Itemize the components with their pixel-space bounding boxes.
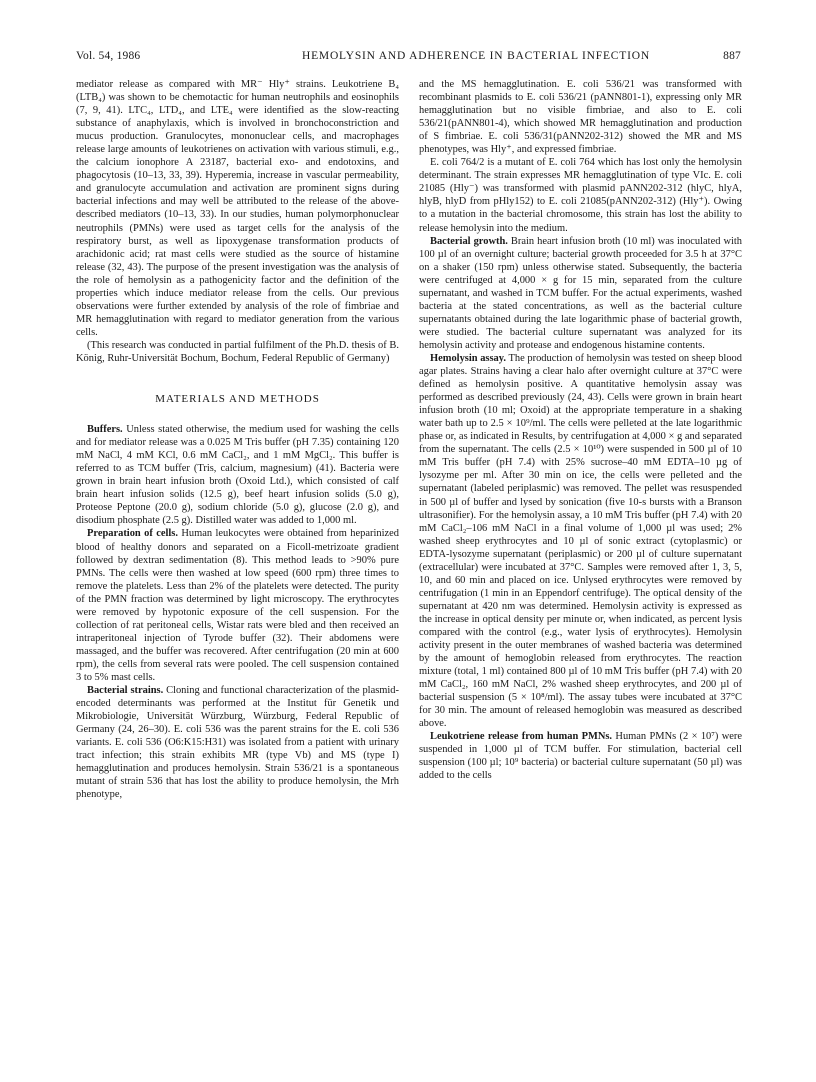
paragraph-bacterial-growth (419, 235, 742, 352)
running-title: HEMOLYSIN AND ADHERENCE IN BACTERIAL INFECTION (302, 50, 650, 62)
run-in-heading-leukotriene: Leukotriene release from human PMNs. (430, 731, 613, 743)
paragraph-strains-text: Cloning and functional characterization of the plasmid-encoded determinants was performed at the Institut für Genetik und Mikrobiologie, Universität Würzburg, Würzburg, Federal Republic of Germany (24, 26–30). E. coli 536 was the parent strains for the E. coli 536 variants. E. coli 536 (O6:K15:H31) was isolated from a patient with urinary tract infection; this strain exhibits MR (type Vb) and MS (type I) hemagglutination and produces hemolysin. Strain 536/21 is a spontaneous mutant of strain 536 that has lost the ability to produce hemolysin, the Mrh phenotype, (76, 685, 399, 801)
paragraph-buffers-text: Unless stated otherwise, the medium used for washing the cells and for mediator release was a 0.025 M Tris buffer (pH 7.35) containing 120 mM NaCl, 4 mM KCl, 0.6 mM CaCl₂, and 1 mM MgCl₂. This buffer is referred to as TCM buffer (Tris, calcium, magnesium) (41). Bacteria were grown in brain heart infusion broth (Oxoid Ltd.), which consisted of calf brain heart infusion solids (12.5 g), beef heart infusion solids (5.0 g), Proteose Peptone (20.0 g), sodium chloride (5.0 g), glucose (2.0 g), and disodium phosphate (2.5 g). Distilled water was added to 1,000 ml. (76, 424, 399, 527)
paragraph-leukotriene-release (419, 730, 742, 782)
paragraph-leukotriene-text: Human PMNs (2 × 10⁷) were suspended in 1,000 µl of TCM buffer. For stimulation, bacterial cell suspension (100 µl; 10⁹ bacteria) or bacterial culture supernatant (50 µl) was added to the cells (419, 731, 742, 782)
paragraph-preparation-text: Human leukocytes were obtained from heparinized blood of healthy donors and separated on a Ficoll-metrizoate gradient followed by dextran sedimentation (8). This method leads to >90% pure PMNs. The cells were then washed at low speed (600 rpm) three times to remove the platelets. Less than 2% of the platelets were detected. The purity of the PMN fraction was determined by light microscopy. The erythrocytes were removed by hypotonic exposure of the cell suspension. For the collection of rat peritoneal cells, Wistar rats were bled and then received an intraperitoneal injection of Tyrode buffer (32). Their abdomens were massaged, and the buffer was recovered. After centrifugation (20 min at 600 rpm), the cells from several rats were pooled. The cell suspension contained 3 to 5% mast cells. (76, 528, 399, 683)
paragraph-thesis-note: (This research was conducted in partial fulfilment of the Ph.D. thesis of B. König, Ruhr-Universität Bochum, Bochum, Federal Republic of Germany) (76, 339, 399, 364)
paragraph-hemolysin-assay-text: The production of hemolysin was tested on sheep blood agar plates. Strains having a clear halo after overnight culture at 37°C were defined as hemolysin positive. A quantitative hemolysin assay was performed as described previously (24, 43). Cells were grown in brain heart infusion broth (10 ml; Oxoid) at the appropriate temperature in a shaking water bath up to 2.5 × 10⁹/ml. The cells were pelleted at the late logarithmic phase or, as indicated in Results, by centrifugation at 4,000 × g and separated from the supernatant. The cells (2.5 × 10¹⁰) were suspended in 500 µl of 10 mM Tris buffer (pH 7.4) with 25% sucrose–40 mM EDTA–10 µg of lysozyme per ml. After 30 min on ice, the cells were pelleted and the supernatant (labeled periplasmic) was removed. The pellet was resuspended in 500 µl of buffer and lysed by sonication (five 10-s bursts with a Branson ultrasonifier). For the hemolysin assay, a 10 mM Tris buffer (pH 7.4) with 20 mM CaCl₂–106 mM NaCl in a final volume of 1,000 µl was used; 2% washed sheep erythrocytes and 10 µl of sonic extract (cytoplasmic) or EDTA-lysozyme supernatant (periplasmic) or 200 µl of culture supernatant (extracellular) were incubated at 37°C. Samples were removed after 1, 3, 5, 10, and 60 min and placed on ice. Unlysed erythrocytes were removed by centrifugation (1 min in an Eppendorf centrifuge). The optical density of the supernatant at 420 nm was determined. Hemolysin activity is expressed as the increase in optical density per minute or, when indicated, as percent lysis compared with the control (e.g., water lysis of erythrocytes). Hemolysin activity present in the outer membranes of washed bacteria was determined by the amount of hemoglobin released from erythrocytes. The reaction mixture (total, 1 ml) contained 800 µl of 10 mM Tris buffer (pH 7.4) with 20 mM CaCl₂, 160 mM NaCl, 2% washed sheep erythrocytes, and 200 µl of bacterial suspension (5 × 10⁸/ml). The assay tubes were incubated at 37°C for 30 min. The amount of released hemoglobin was measured as described above. (419, 352, 742, 730)
run-in-heading-strains: Bacterial strains. (87, 685, 164, 697)
page-number: 887 (723, 50, 741, 62)
left-column (76, 78, 399, 801)
paragraph-continuation: mediator release as compared with MR⁻ Hly⁺ strains. Leukotriene B₄ (LTB₄) was shown to be chemotactic for human neutrophils and eosinophils (7, 9, 41). LTC₄, LTD₄, and LTE₄ were identified as the slow-reacting substance of anaphylaxis, which is involved in bronchoconstriction and mucus production. Granulocytes, mononuclear cells, and macrophages release large amounts of leukotrienes on activation with various stimuli, e.g., the calcium ionophore A 23187, bacterial exo- and endotoxins, and phagocytosis (10–13, 33, 39). Hyperemia, increase in vascular permeability, and granulocyte accumulation and activation are prominent signs during bacterial infections and may well be attributed to the release of the above-described mediators (10–13, 33). In our studies, human polymorphonuclear neutrophils (PMNs) were used as target cells for the analysis of the respiratory burst, as well as lipoxygenase transformation products of arachidonic acid; rat mast cells were studied as the source of histamine release (32, 43). The purpose of the present investigation was the analysis of the role of hemolysin as a pathogenicity factor and the definition of the properties which induce mediator release from the cells. Our previous observations were further extended by analysis of the role of fimbriae and MR hemagglutination with regard to mediator generation from the various cells. (76, 79, 399, 338)
paragraph-strains-continuation: and the MS hemagglutination. E. coli 536/21 was transformed with recombinant plasmids to E. coli 536/21 (pANN801-1), expressing only MR hemagglutination but no visible fimbriae, and also to E. coli 536/21(pANN801-4), which showed MR hemagglutination and production of S fimbriae. E. coli 536/31(pANN202-312) showed the MR and MS phenotypes, was Hly⁺, and expressed fimbriae. (419, 79, 742, 156)
running-header (76, 50, 741, 68)
paragraph-growth-text: Brain heart infusion broth (10 ml) was inoculated with 100 µl of an overnight culture; bacterial growth proceeded for 3.5 h at 37°C on a shaker (150 rpm) unless otherwise stated. Subsequently, the bacteria were centrifuged at 4,000 × g for 15 min, separated from the culture supernatant, and washed in TCM buffer. For the actual experiments, washed bacteria at the stated concentrations, as well as the bacterial culture supernatants obtained during the late logarithmic phase of bacterial growth, were studied. The bacterial culture supernatant was analyzed for its hemolysin activity and protease and endogenous histamine contents. (419, 235, 742, 351)
paragraph-bacterial-strains (76, 684, 399, 801)
section-heading-materials-methods: MATERIALS AND METHODS (155, 393, 320, 406)
volume-label: Vol. 54, 1986 (76, 50, 141, 62)
run-in-heading-preparation: Preparation of cells. (87, 528, 178, 540)
run-in-heading-growth: Bacterial growth. (430, 235, 508, 247)
run-in-heading-hemolysin-assay: Hemolysin assay. (430, 352, 507, 364)
paragraph-mutant-764: E. coli 764/2 is a mutant of E. coli 764 which has lost only the hemolysin determinant. The strain expresses MR hemagglutination of type VIc. E. coli 21085 (Hly⁻) was transformed with plasmid pANN202-312 (hlyC, hlyA, hlyB, hlyD from pHly152) to E. coli 21085(pANN202-312) (Hly⁺). Owing to a mutation in the bacterial chromosome, this strain has lost the ability to release hemolysin into the medium. (419, 157, 742, 234)
paragraph-hemolysin-assay (419, 352, 742, 730)
paragraph-buffers (76, 423, 399, 527)
right-column (419, 78, 742, 783)
run-in-heading-buffers: Buffers. (87, 424, 123, 436)
paragraph-preparation-of-cells (76, 527, 399, 684)
